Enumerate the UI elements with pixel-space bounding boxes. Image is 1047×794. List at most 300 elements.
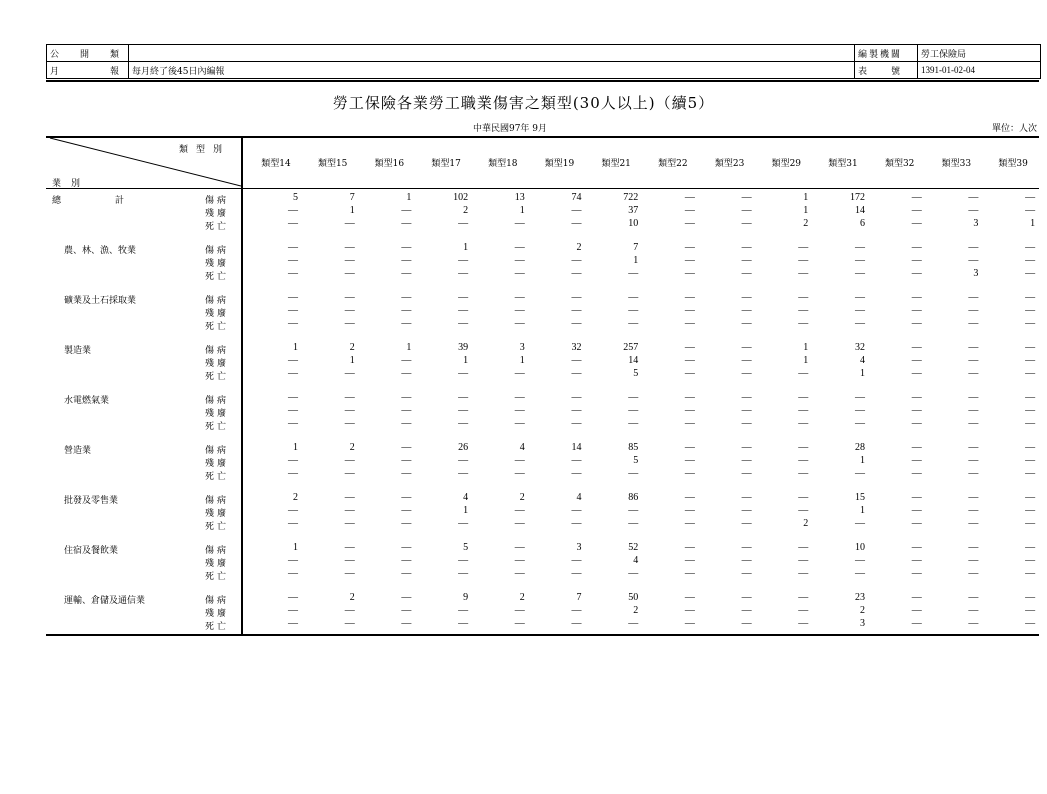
table-cell: — <box>628 418 639 429</box>
table-cell: 1 <box>463 505 469 516</box>
table-cell: — <box>344 292 355 303</box>
table-cell: — <box>344 492 355 503</box>
table-cell: — <box>684 218 695 229</box>
table-no-value: 1391-01-02-04 <box>918 62 1041 79</box>
table-cell: 7 <box>349 192 355 203</box>
page-title: 勞工保險各業勞工職業傷害之類型(30人以上)（續5） <box>332 94 715 112</box>
table-cell: 2 <box>803 518 809 529</box>
table-cell: 3 <box>860 618 865 629</box>
table-cell: — <box>571 555 582 566</box>
header-right-box <box>854 44 1041 79</box>
table-cell: 86 <box>628 492 639 503</box>
table-cell: — <box>344 455 355 466</box>
table-cell: — <box>571 605 582 616</box>
table-cell: — <box>684 268 695 279</box>
table-cell: — <box>288 518 298 529</box>
table-cell: — <box>968 468 979 479</box>
table-cell: — <box>401 292 412 303</box>
industry-label: 製造業 <box>64 346 92 356</box>
table-cell: — <box>741 205 752 216</box>
table-cell: — <box>684 542 695 553</box>
table-cell: — <box>288 305 298 316</box>
table-cell: — <box>514 318 525 329</box>
table-cell: 14 <box>571 442 582 453</box>
table-cell: — <box>458 268 469 279</box>
table-cell: — <box>628 318 639 329</box>
table-cell: — <box>911 505 922 516</box>
table-cell: — <box>968 368 979 379</box>
table-cell: — <box>684 592 695 603</box>
table-cell: — <box>741 218 752 229</box>
table-cell: — <box>741 468 752 479</box>
table-cell: — <box>401 605 412 616</box>
table-cell: — <box>741 268 752 279</box>
industry-label: 農、林、漁、牧業 <box>64 246 137 256</box>
sub-category-label: 傷病 <box>205 246 230 256</box>
table-cell: — <box>1025 192 1036 203</box>
table-cell: — <box>968 568 979 579</box>
table-cell: 37 <box>628 205 639 216</box>
table-cell: 1 <box>519 355 525 366</box>
table-cell: 4 <box>633 555 639 566</box>
table-cell: — <box>684 505 695 516</box>
table-cell: — <box>911 418 922 429</box>
table-cell: — <box>288 368 298 379</box>
table-cell: — <box>798 255 809 266</box>
sub-category-label: 殘廢 <box>205 609 230 619</box>
table-cell: — <box>1025 355 1036 366</box>
table-cell: — <box>288 242 298 253</box>
table-cell: — <box>514 218 525 229</box>
table-cell: — <box>798 492 809 503</box>
table-cell: — <box>514 292 525 303</box>
table-cell: — <box>344 368 355 379</box>
table-cell: — <box>911 568 922 579</box>
table-cell: — <box>514 368 525 379</box>
table-cell: — <box>458 218 469 229</box>
table-cell: — <box>344 418 355 429</box>
table-cell: — <box>741 542 752 553</box>
table-cell: — <box>401 542 412 553</box>
sub-category-label: 傷病 <box>205 446 230 456</box>
table-cell: — <box>911 218 922 229</box>
column-header: 類型18 <box>488 159 518 169</box>
table-cell: 4 <box>576 492 582 503</box>
table-cell: — <box>911 368 922 379</box>
table-cell: 1 <box>349 355 355 366</box>
public-class-value <box>129 45 856 62</box>
table-cell: 4 <box>463 492 469 503</box>
table-cell: — <box>401 455 412 466</box>
table-cell: — <box>911 392 922 403</box>
table-cell: 3 <box>519 342 525 353</box>
table-cell: — <box>798 318 809 329</box>
table-cell: — <box>458 418 469 429</box>
table-cell: — <box>571 468 582 479</box>
table-cell: — <box>855 405 865 416</box>
table-cell: — <box>911 555 922 566</box>
table-cell: — <box>1025 268 1036 279</box>
table-cell: 3 <box>973 218 979 229</box>
table-cell: — <box>911 205 922 216</box>
table-cell: — <box>855 242 865 253</box>
table-cell: — <box>401 568 412 579</box>
table-cell: 1 <box>293 542 298 553</box>
table-cell: — <box>514 392 525 403</box>
table-bottom-rule <box>46 634 1039 636</box>
table-cell: — <box>401 492 412 503</box>
table-cell: 26 <box>458 442 469 453</box>
table-cell: — <box>458 468 469 479</box>
table-cell: — <box>628 505 639 516</box>
table-cell: 74 <box>571 192 582 203</box>
table-cell: — <box>288 255 298 266</box>
table-cell: — <box>968 605 979 616</box>
table-cell: — <box>798 405 809 416</box>
table-cell: — <box>1025 292 1036 303</box>
table-cell: — <box>798 268 809 279</box>
table-cell: — <box>798 442 809 453</box>
table-cell: — <box>571 318 582 329</box>
table-cell: — <box>798 305 809 316</box>
table-cell: — <box>1025 455 1036 466</box>
table-cell: — <box>288 355 298 366</box>
table-cell: — <box>571 518 582 529</box>
table-cell: — <box>344 268 355 279</box>
table-cell: 14 <box>628 355 639 366</box>
table-cell: — <box>1025 318 1036 329</box>
table-cell: 1 <box>803 342 809 353</box>
table-cell: — <box>458 555 469 566</box>
stub-industry-header: 業別 <box>52 179 91 189</box>
header-left-box <box>46 44 855 79</box>
table-cell: — <box>1025 542 1036 553</box>
table-cell: — <box>514 268 525 279</box>
table-cell: — <box>514 542 525 553</box>
table-cell: — <box>684 292 695 303</box>
table-cell: — <box>288 218 298 229</box>
sub-category-label: 死亡 <box>205 222 230 232</box>
table-cell: — <box>911 342 922 353</box>
table-cell: — <box>684 455 695 466</box>
compiler-value: 勞工保險局 <box>918 45 1041 62</box>
table-cell: — <box>1025 605 1036 616</box>
table-cell: — <box>911 455 922 466</box>
table-cell: — <box>401 618 412 629</box>
table-cell: — <box>288 568 298 579</box>
table-cell: 2 <box>349 342 355 353</box>
table-cell: — <box>911 468 922 479</box>
header-divider <box>46 80 1039 82</box>
table-cell: — <box>855 468 865 479</box>
table-cell: 3 <box>973 268 979 279</box>
table-cell: — <box>458 368 469 379</box>
table-cell: — <box>628 405 639 416</box>
table-cell: — <box>1025 342 1036 353</box>
table-cell: 2 <box>860 605 865 616</box>
table-cell: — <box>855 418 865 429</box>
table-cell: — <box>571 355 582 366</box>
table-cell: — <box>741 555 752 566</box>
table-cell: — <box>741 505 752 516</box>
table-cell: 50 <box>628 592 639 603</box>
table-cell: 4 <box>860 355 865 366</box>
table-cell: — <box>401 442 412 453</box>
table-cell: — <box>911 518 922 529</box>
table-cell: 1 <box>349 205 355 216</box>
table-cell: — <box>344 618 355 629</box>
monthly-value: 每月終了後45日內編報 <box>129 62 856 79</box>
table-cell: 6 <box>860 218 865 229</box>
table-cell: 2 <box>463 205 469 216</box>
table-cell: — <box>798 392 809 403</box>
table-cell: — <box>514 468 525 479</box>
table-cell: — <box>288 268 298 279</box>
table-cell: — <box>1025 418 1036 429</box>
sub-category-label: 死亡 <box>205 472 230 482</box>
sub-category-label: 傷病 <box>205 396 230 406</box>
table-cell: — <box>401 418 412 429</box>
compiler-label: 編製機關 <box>855 45 918 62</box>
column-header: 類型16 <box>374 159 405 169</box>
table-cell: — <box>514 405 525 416</box>
table-cell: 2 <box>293 492 298 503</box>
sub-category-label: 死亡 <box>205 572 230 582</box>
sub-category-label: 殘廢 <box>205 559 230 569</box>
table-cell: — <box>401 318 412 329</box>
table-cell: — <box>798 455 809 466</box>
table-cell: — <box>628 518 639 529</box>
table-cell: — <box>911 255 922 266</box>
table-cell: — <box>571 268 582 279</box>
table-cell: 1 <box>803 205 809 216</box>
table-cell: — <box>968 305 979 316</box>
table-cell: — <box>401 392 412 403</box>
column-header: 類型23 <box>714 159 745 169</box>
table-cell: — <box>911 492 922 503</box>
table-cell: — <box>344 242 355 253</box>
table-cell: — <box>288 292 298 303</box>
sub-category-label: 殘廢 <box>205 359 230 369</box>
table-cell: — <box>741 292 752 303</box>
table-cell: — <box>628 618 639 629</box>
table-cell: — <box>571 418 582 429</box>
table-cell: — <box>911 292 922 303</box>
industry-label: 礦業及土石採取業 <box>64 296 137 306</box>
monthly-label: 月 報 <box>47 62 129 79</box>
table-cell: — <box>344 468 355 479</box>
table-cell: — <box>911 605 922 616</box>
sub-category-label: 殘廢 <box>205 409 230 419</box>
table-cell: — <box>571 568 582 579</box>
sub-category-label: 死亡 <box>205 422 230 432</box>
table-cell: — <box>968 292 979 303</box>
table-cell: — <box>344 605 355 616</box>
table-cell: — <box>628 468 639 479</box>
table-cell: — <box>911 305 922 316</box>
table-cell: 1 <box>633 255 639 266</box>
table-cell: — <box>401 592 412 603</box>
table-cell: — <box>968 392 979 403</box>
table-cell: — <box>741 518 752 529</box>
table-cell: — <box>458 518 469 529</box>
table-cell: — <box>968 492 979 503</box>
industry-label: 水電燃氣業 <box>64 396 110 406</box>
table-cell: — <box>684 518 695 529</box>
table-cell: — <box>741 355 752 366</box>
table-cell: — <box>741 368 752 379</box>
table-cell: — <box>798 618 809 629</box>
sub-category-label: 殘廢 <box>205 209 230 219</box>
column-header-rule <box>46 188 1039 189</box>
table-cell: — <box>684 568 695 579</box>
table-cell: — <box>741 492 752 503</box>
table-cell: 2 <box>633 605 639 616</box>
table-cell: 2 <box>349 442 355 453</box>
table-cell: 1 <box>293 442 298 453</box>
sub-category-label: 死亡 <box>205 372 230 382</box>
table-cell: — <box>968 342 979 353</box>
table-cell: — <box>458 455 469 466</box>
table-cell: — <box>401 218 412 229</box>
table-cell: — <box>911 242 922 253</box>
table-cell: — <box>344 305 355 316</box>
table-cell: — <box>514 455 525 466</box>
table-cell: — <box>855 318 865 329</box>
table-cell: — <box>401 268 412 279</box>
table-cell: — <box>1025 305 1036 316</box>
industry-label: 運輸、倉儲及通信業 <box>64 596 146 606</box>
table-cell: 1 <box>860 368 865 379</box>
unit-label: 單位：人次 <box>991 124 1037 134</box>
table-cell: — <box>1025 442 1036 453</box>
table-cell: — <box>288 555 298 566</box>
table-cell: 52 <box>628 542 639 553</box>
table-cell: 2 <box>349 592 355 603</box>
table-cell: — <box>968 418 979 429</box>
table-cell: — <box>571 292 582 303</box>
table-cell: 3 <box>576 542 582 553</box>
table-cell: — <box>571 205 582 216</box>
table-cell: — <box>855 555 865 566</box>
sub-category-label: 傷病 <box>205 296 230 306</box>
table-cell: — <box>911 592 922 603</box>
table-cell: — <box>344 542 355 553</box>
table-cell: — <box>911 192 922 203</box>
table-cell: — <box>1025 405 1036 416</box>
table-cell: — <box>968 205 979 216</box>
table-cell: — <box>798 242 809 253</box>
table-cell: — <box>344 255 355 266</box>
table-cell: — <box>288 455 298 466</box>
table-cell: — <box>684 305 695 316</box>
table-cell: — <box>401 555 412 566</box>
table-cell: — <box>288 392 298 403</box>
table-cell: — <box>401 405 412 416</box>
table-cell: 1 <box>803 192 809 203</box>
table-cell: — <box>741 418 752 429</box>
table-cell: — <box>288 318 298 329</box>
table-cell: — <box>741 618 752 629</box>
table-cell: — <box>968 505 979 516</box>
table-cell: — <box>855 392 865 403</box>
table-cell: — <box>684 368 695 379</box>
table-cell: — <box>458 405 469 416</box>
table-cell: — <box>684 318 695 329</box>
table-cell: 1 <box>463 242 469 253</box>
table-cell: — <box>798 292 809 303</box>
table-cell: — <box>1025 255 1036 266</box>
table-cell: — <box>968 355 979 366</box>
industry-label: 營造業 <box>64 446 92 456</box>
table-cell: 5 <box>633 455 639 466</box>
table-cell: 5 <box>633 368 639 379</box>
sub-category-label: 死亡 <box>205 622 230 632</box>
table-cell: — <box>628 292 639 303</box>
table-cell: — <box>514 555 525 566</box>
table-cell: — <box>968 555 979 566</box>
sub-category-label: 傷病 <box>205 346 230 356</box>
table-cell: — <box>684 555 695 566</box>
table-cell: — <box>911 318 922 329</box>
table-cell: — <box>1025 468 1036 479</box>
table-cell: 10 <box>855 542 865 553</box>
table-cell: — <box>344 568 355 579</box>
column-header: 類型21 <box>601 159 631 169</box>
table-cell: — <box>1025 505 1036 516</box>
sub-category-label: 殘廢 <box>205 459 230 469</box>
table-cell: — <box>855 268 865 279</box>
table-cell: 1 <box>293 342 298 353</box>
table-cell: — <box>855 568 865 579</box>
table-cell: — <box>741 318 752 329</box>
table-cell: 4 <box>519 442 525 453</box>
column-header: 類型14 <box>261 159 291 169</box>
column-header: 類型22 <box>658 159 688 169</box>
table-cell: — <box>741 305 752 316</box>
table-cell: — <box>968 242 979 253</box>
table-cell: — <box>458 318 469 329</box>
table-cell: — <box>401 505 412 516</box>
table-cell: — <box>401 205 412 216</box>
table-cell: 1 <box>1030 218 1036 229</box>
table-cell: 15 <box>855 492 865 503</box>
table-cell: — <box>798 542 809 553</box>
table-cell: — <box>401 255 412 266</box>
industry-label: 總 計 <box>52 196 125 206</box>
table-cell: 13 <box>514 192 525 203</box>
table-cell: — <box>741 255 752 266</box>
table-cell: — <box>684 442 695 453</box>
table-cell: 39 <box>458 342 469 353</box>
table-cell: — <box>344 405 355 416</box>
table-cell: 1 <box>803 355 809 366</box>
table-cell: 85 <box>628 442 639 453</box>
table-cell: — <box>1025 592 1036 603</box>
table-cell: — <box>628 268 639 279</box>
column-header: 類型15 <box>317 159 348 169</box>
table-cell: — <box>684 605 695 616</box>
column-header: 類型31 <box>828 159 858 169</box>
table-cell: — <box>798 592 809 603</box>
table-cell: — <box>1025 205 1036 216</box>
table-cell: — <box>855 255 865 266</box>
table-cell: — <box>684 242 695 253</box>
table-cell: — <box>288 418 298 429</box>
column-header: 類型17 <box>431 159 461 169</box>
sub-category-label: 死亡 <box>205 272 230 282</box>
table-cell: — <box>798 418 809 429</box>
